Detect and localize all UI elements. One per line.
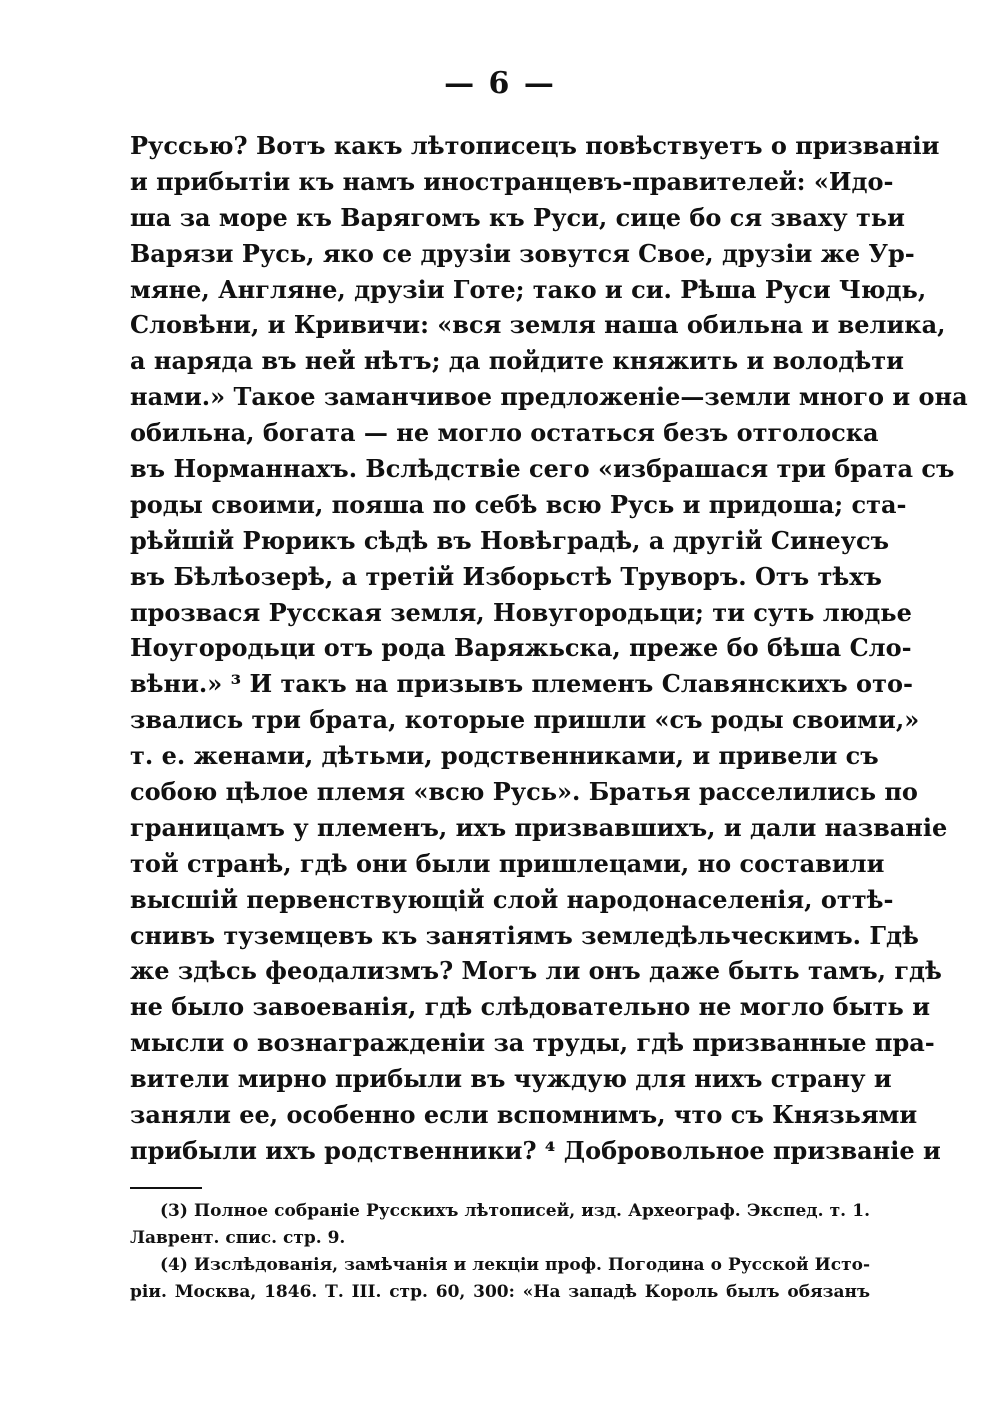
footnote-3-line: Лаврент. спис. стр. 9. [130, 1228, 346, 1248]
text-line: прозвася Русская земля, Новугородьци; ти суть людье [130, 597, 912, 627]
text-line: Ноугородьци отъ рода Варяжьска, преже бо бѣша Сло- [130, 633, 912, 663]
text-line: той странѣ, гдѣ они были пришлецами, но составили [130, 848, 885, 878]
text-line: снивъ туземцевъ къ занятіямъ земледѣльческимъ. Гдѣ [130, 920, 919, 950]
footnote-3-line: (3) Полное собраніе Русскихъ лѣтописей, изд. Археограф. Экспед. т. 1. [160, 1201, 870, 1221]
text-line: Руссью? Вотъ какъ лѣтописецъ повѣствуетъ о призваніи [130, 131, 940, 160]
text-line: въ Норманнахъ. Вслѣдствіе сего «избрашася три брата съ [130, 454, 955, 484]
footnotes [130, 1198, 870, 1306]
footnote-separator [130, 1187, 202, 1189]
text-line: мяне, Англяне, друзіи Готе; тако и си. Рѣша Руси Чюдь, [130, 274, 927, 304]
text-line: собою цѣлое племя «всю Русь». Братья расселились по [130, 777, 918, 807]
text-line: и прибытіи къ намъ иностранцевъ-правителей: «Идо- [130, 166, 894, 196]
text-line: обильна, богата — не могло остаться безъ отголоска [130, 418, 879, 448]
text-line: же здѣсь феодализмъ? Могъ ли онъ даже быть тамъ, гдѣ [130, 956, 942, 986]
text-line: Варязи Русь, яко се друзіи зовутся Свое, друзіи же Ур- [130, 238, 915, 268]
text-line: т. е. женами, дѣтьми, родственниками, и привели съ [130, 741, 879, 771]
text-line: ша за море къ Варягомъ къ Руси, сице бо ся зваху тьи [130, 202, 905, 232]
text-line: а наряда въ ней нѣтъ; да пойдите княжить и володѣти [130, 346, 904, 376]
footnote-4-line: ріи. Москва, 1846. Т. III. стр. 60, 300: «На западѣ Король былъ обязанъ [130, 1282, 870, 1302]
text-line: границамъ у племенъ, ихъ призвавшихъ, и дали названіе [130, 812, 948, 842]
text-line: заняли ее, особенно если вспомнимъ, что съ Князьями [130, 1100, 918, 1130]
text-line: нами.» Такое заманчивое предложеніе—земли много и она [130, 382, 968, 412]
main-text [130, 128, 968, 1169]
text-line: роды своими, пояша по себѣ всю Русь и придоша; ста- [130, 489, 907, 519]
text-line: вители мирно прибыли въ чуждую для нихъ страну и [130, 1064, 892, 1094]
text-line: Словѣни, и Кривичи: «вся земля наша обильна и велика, [130, 310, 946, 340]
text-line: звались три брата, которые пришли «съ роды своими,» [130, 705, 920, 735]
text-line: прибыли ихъ родственники? ⁴ Добровольное призваніе и [130, 1135, 941, 1165]
text-line: рѣйшій Рюрикъ сѣдѣ въ Новѣградѣ, а другій Синеусъ [130, 525, 890, 555]
text-line: мысли о вознагражденіи за труды, гдѣ призванные пра- [130, 1028, 935, 1058]
page-number: — 6 — [444, 66, 556, 101]
text-line: не было завоеванія, гдѣ слѣдовательно не могло быть и [130, 992, 930, 1022]
footnote-4-line: (4) Изслѣдованія, замѣчанія и лекціи проф. Погодина о Русской Исто- [160, 1255, 870, 1275]
text-line: вѣни.» ³ И такъ на призывъ племенъ Славянскихъ ото- [130, 669, 913, 699]
text-line: въ Бѣлѣозерѣ, а третій Изборьстѣ Труворъ. Отъ тѣхъ [130, 561, 882, 591]
text-line: высшій первенствующій слой народонаселенія, оттѣ- [130, 884, 894, 914]
